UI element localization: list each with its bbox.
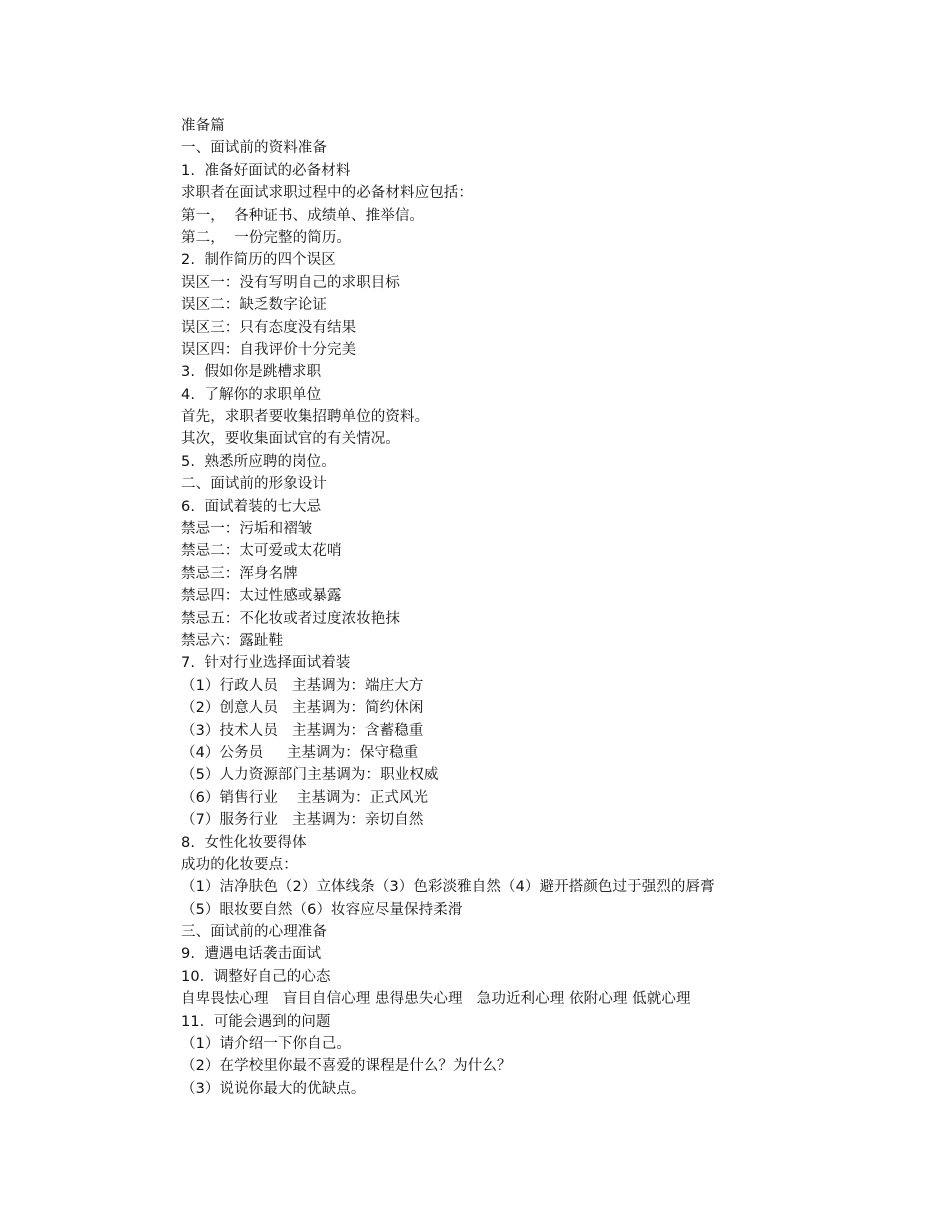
text-line: 误区三：只有态度没有结果 bbox=[181, 319, 357, 336]
numbered-item: 7. 针对行业选择面试着装 bbox=[181, 655, 351, 672]
numbered-item: 8. 女性化妆要得体 bbox=[181, 834, 307, 851]
text-line: （3）技术人员 主基调为：含蓄稳重 bbox=[181, 722, 424, 739]
text-line: 禁忌五：不化妆或者过度浓妆艳抹 bbox=[181, 610, 400, 627]
text-line: （5）眼妆要自然（6）妆容应尽量保持柔滑 bbox=[181, 901, 463, 918]
text-line: （7）服务行业 主基调为：亲切自然 bbox=[181, 812, 424, 829]
text-line: 禁忌二：太可爱或太花哨 bbox=[181, 543, 342, 560]
numbered-item: 4. 了解你的求职单位 bbox=[181, 386, 322, 403]
numbered-item: 1. 准备好面试的必备材料 bbox=[181, 162, 351, 179]
text-line: （6）销售行业 主基调为：正式风光 bbox=[181, 789, 429, 806]
text-line: 禁忌三：浑身名牌 bbox=[181, 565, 298, 582]
text-line: （2）创意人员 主基调为：简约休闲 bbox=[181, 700, 424, 717]
text-line: （4）公务员 主基调为：保守稳重 bbox=[181, 744, 419, 761]
document-heading: 准备篇 bbox=[181, 118, 225, 134]
text-line: （2）在学校里你最不喜爱的课程是什么？为什么？ bbox=[181, 1058, 512, 1075]
numbered-item: 3. 假如你是跳槽求职 bbox=[181, 364, 322, 381]
text-line: （3）说说你最大的优缺点。 bbox=[181, 1080, 366, 1097]
text-line: 误区二：缺乏数字论证 bbox=[181, 297, 327, 314]
text-line: 求职者在面试求职过程中的必备材料应包括： bbox=[181, 185, 473, 202]
text-line: 禁忌四：太过性感或暴露 bbox=[181, 588, 342, 605]
text-line: （1）请介绍一下你自己。 bbox=[181, 1036, 351, 1053]
numbered-item: 9. 遭遇电话袭击面试 bbox=[181, 946, 322, 963]
text-line: 第二， 一份完整的简历。 bbox=[181, 229, 352, 246]
section-heading: 一、面试前的资料准备 bbox=[181, 140, 327, 157]
numbered-item: 10. 调整好自己的心态 bbox=[181, 968, 331, 985]
text-line: （1）行政人员 主基调为：端庄大方 bbox=[181, 677, 424, 694]
text-line: 禁忌一：污垢和褶皱 bbox=[181, 521, 313, 538]
numbered-item: 11. 可能会遇到的问题 bbox=[181, 1013, 331, 1030]
text-line: 第一， 各种证书、成绩单、推举信。 bbox=[181, 207, 425, 224]
numbered-item: 2. 制作简历的四个误区 bbox=[181, 252, 336, 269]
text-line: 禁忌六：露趾鞋 bbox=[181, 632, 284, 649]
text-line: （1）洁净肤色（2）立体线条（3）色彩淡雅自然（4）避开搭颜色过于强烈的唇膏 bbox=[181, 879, 715, 896]
text-line: 误区一：没有写明自己的求职目标 bbox=[181, 274, 400, 291]
numbered-item: 6. 面试着装的七大忌 bbox=[181, 498, 322, 515]
section-heading: 三、面试前的心理准备 bbox=[181, 924, 327, 941]
text-line: （5）人力资源部门主基调为：职业权威 bbox=[181, 767, 439, 784]
text-line: 其次，要收集面试官的有关情况。 bbox=[181, 431, 400, 448]
numbered-item: 5. 熟悉所应聘的岗位。 bbox=[181, 453, 336, 470]
text-line: 自卑畏怯心理 盲目自信心理 患得患失心理 急功近利心理 依附心理 低就心理 bbox=[181, 991, 691, 1008]
section-heading: 二、面试前的形象设计 bbox=[181, 476, 327, 493]
text-line: 首先，求职者要收集招聘单位的资料。 bbox=[181, 409, 430, 426]
document-body bbox=[181, 115, 921, 1100]
text-line: 误区四：自我评价十分完美 bbox=[181, 341, 357, 358]
text-line: 成功的化妆要点： bbox=[181, 856, 298, 873]
